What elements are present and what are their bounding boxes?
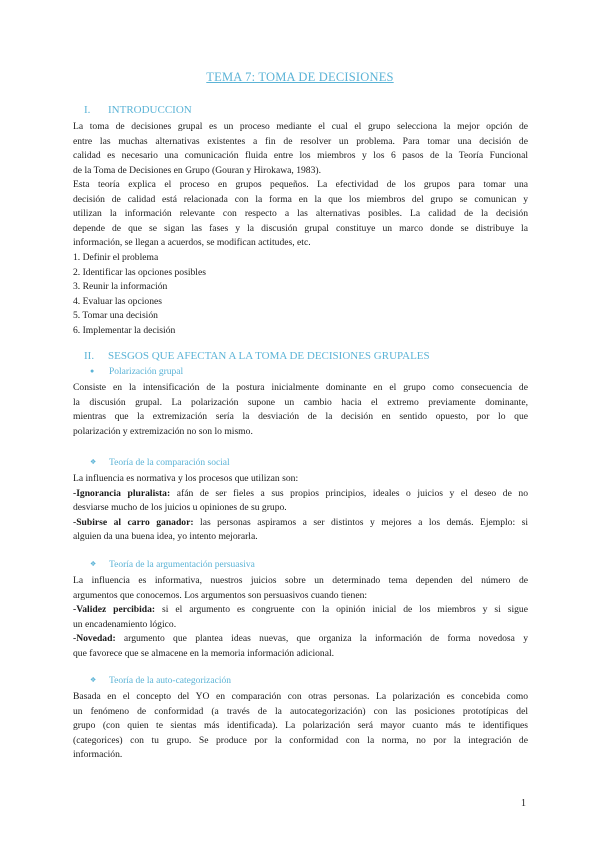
list-item: 4. Evaluar las opciones — [73, 295, 162, 307]
subsection-heading-text: Teoría de la comparación social — [109, 458, 230, 468]
text-line: argumentos que conocemos. Los argumentos son persuasivos cuando tienen: — [73, 589, 368, 601]
text-line: polarización y extremización no son lo mismo. — [73, 425, 253, 437]
text-line: que favorece que se almacene en la memoria información adicional. — [73, 647, 335, 659]
term-label: -Novedad: — [73, 633, 116, 644]
page-number: 1 — [521, 798, 526, 809]
section-heading-sesgos — [84, 350, 430, 362]
term-label: -Subirse al carro ganador: — [73, 516, 194, 528]
list-item: 1. Definir el problema — [73, 252, 159, 263]
subsection-heading-argumentacion — [90, 560, 255, 570]
polarizacion-paragraph — [73, 381, 528, 439]
text-line: un encadenamiento lógico. — [73, 618, 177, 630]
text-line: entre las muchas alternativas existentes a fin de resolver un problema. Para tomar una decisión de — [73, 135, 528, 147]
text-line: utilizan la información relevante con respecto a las alternativas posibles. La calidad de la decisión — [73, 208, 528, 219]
term-text: si el argumento es congruente con la opinión inicial de los miembros y si sigue — [155, 604, 528, 615]
text-line: decisión de calidad está relacionada con la forma en la que los miembros del grupo se comunican y — [73, 193, 528, 205]
subsection-heading-autocategorizacion — [90, 676, 231, 686]
document-title: TEMA 7: TOMA DE DECISIONES — [206, 70, 394, 84]
term-text: las personas aspiramos a ser distintos y mejores a los demás. Ejemplo: si — [193, 516, 528, 528]
text-line: un fenómeno de conformidad (a través de la autocategorización) con las posiciones prototípicas del — [73, 705, 528, 717]
text-line: La toma de decisiones grupal es un proceso mediante el cual el grupo selecciona la mejor opción de — [73, 121, 528, 132]
bullet-diamond-icon: ❖ — [90, 676, 97, 684]
text-line-term — [73, 516, 528, 531]
list-item: 5. Tomar una decisión — [73, 310, 158, 322]
subsection-heading-polarizacion — [90, 367, 183, 377]
text-line: La influencia es normativa y los procesos que utilizan son: — [73, 473, 299, 484]
text-line: calidad es necesario una comunicación fluida entre los miembros y los 6 pasos de la Teoría Funcional — [73, 150, 528, 161]
term-label: -Ignorancia pluralista: — [73, 487, 171, 499]
text-line: información, se llegan a acuerdos, se modifican actitudes, etc. — [73, 237, 311, 248]
section-number: II. — [84, 350, 95, 362]
comparacion-social-paragraph — [73, 472, 528, 545]
text-line: de la Toma de Decisiones en Grupo (Gouran y Hirokawa, 1983). — [73, 164, 321, 176]
text-line: mientras que la extremización sería la desviación de la decisión en sentido opuesto, por lo que — [73, 411, 528, 422]
subsection-heading-comparacion-social — [90, 458, 230, 468]
section-heading-introduccion — [84, 104, 192, 116]
steps-list — [73, 251, 206, 339]
bullet-circle-icon: ● — [90, 367, 95, 375]
text-line: Consiste en la intensificación de la postura inicialmente dominante en el grupo como consecuencia de — [73, 382, 528, 393]
autocategorizacion-paragraph — [73, 690, 528, 763]
section-heading-text: SESGOS QUE AFECTAN A LA TOMA DE DECISIONES GRUPALES — [108, 350, 430, 362]
text-line-term — [73, 603, 528, 618]
term-text: afán de ser fieles a sus propios principios, ideales o juicios y el deseo de no — [170, 487, 528, 499]
text-line: La influencia es informativa, nuestros juicios sobre un determinado tema dependen del número de — [73, 575, 528, 586]
intro-paragraph — [73, 120, 528, 251]
text-line-term — [73, 632, 528, 647]
text-line: la discusión grupal. La polarización supone un cambio hacia el extremo previamente dominante, — [73, 396, 528, 408]
text-line: alguien da una buena idea, yo intento mejorarla. — [73, 531, 258, 542]
term-text: argumento que plantea ideas nuevas, que organiza la información de forma novedosa y — [115, 633, 528, 644]
text-line: depende de que se sigan las fases y la discusión grupal constituye un marco donde se distribuye la — [73, 222, 528, 234]
subsection-heading-text: Polarización grupal — [109, 367, 184, 377]
bullet-diamond-icon: ❖ — [90, 458, 97, 466]
subsection-heading-text: Teoría de la auto-categorización — [109, 676, 231, 686]
list-item: 3. Reunir la información — [73, 281, 168, 293]
text-line: (categorices) con tu grupo. Se produce por la conformidad con la norma, no por la integración de — [73, 734, 528, 746]
list-item: 2. Identificar las opciones posibles — [73, 266, 206, 278]
term-label: -Validez percibida: — [73, 604, 156, 615]
text-line: desviarse mucho de los juicios u opiniones de su grupo. — [73, 502, 287, 513]
text-line: grupo (con quien te sientas más identificada). La polarización será mayor cuanto más te identifiques — [73, 720, 528, 731]
text-line: información. — [73, 749, 123, 760]
section-heading-text: INTRODUCCION — [108, 104, 192, 116]
section-number: I. — [84, 104, 91, 116]
text-line: Esta teoría explica el proceso en grupos pequeños. La efectividad de los grupos para tomar una — [73, 179, 528, 190]
argumentacion-paragraph — [73, 574, 528, 661]
text-line: Basada en el concepto del YO en comparación con otras personas. La polarización es concebida como — [73, 691, 528, 702]
subsection-heading-text: Teoría de la argumentación persuasiva — [109, 560, 255, 570]
text-line-term — [73, 487, 528, 502]
list-item: 6. Implementar la decisión — [73, 324, 176, 336]
bullet-diamond-icon: ❖ — [90, 560, 97, 568]
